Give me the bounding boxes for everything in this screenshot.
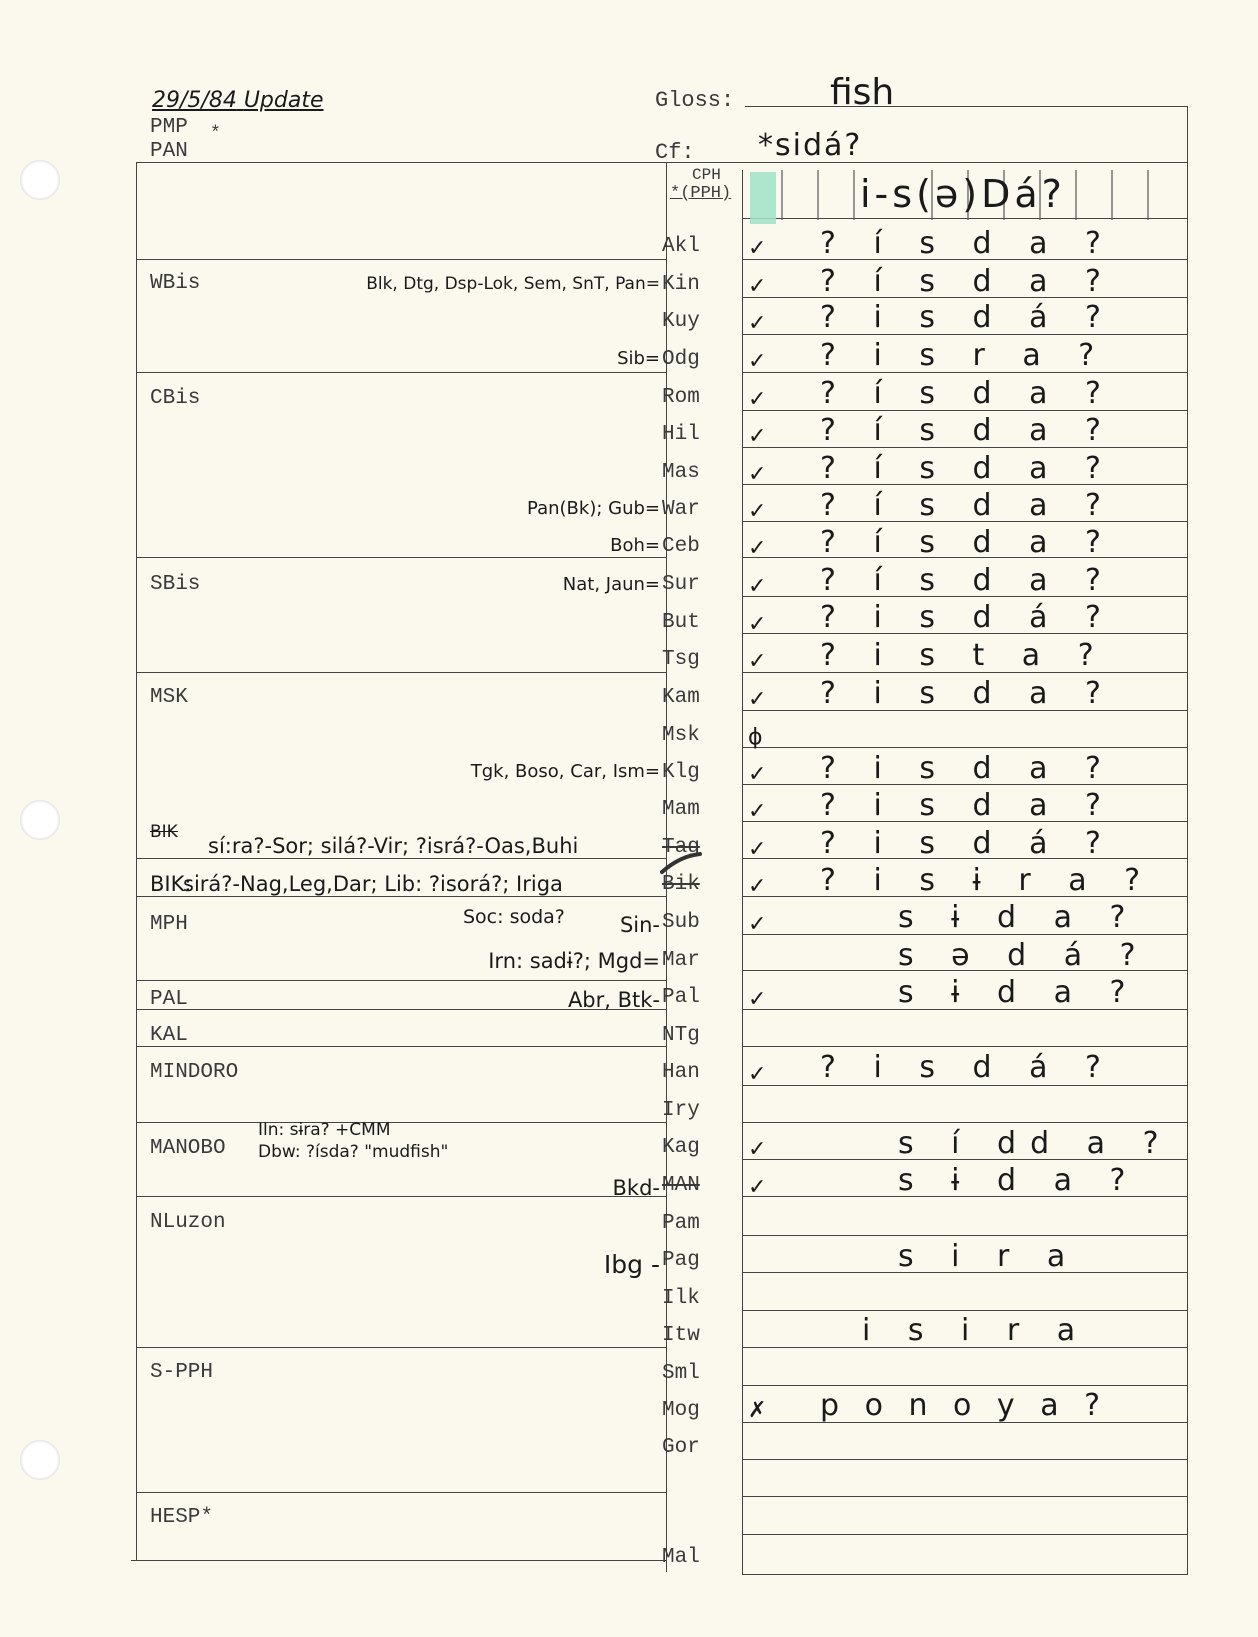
language-code: Kag xyxy=(662,1136,700,1159)
language-form: s i r a xyxy=(898,1239,1080,1274)
note-sur: Nat, Jaun= xyxy=(562,574,660,595)
language-code: Ilk xyxy=(662,1287,700,1310)
check-mark: ✓ xyxy=(748,424,767,449)
bottom-border xyxy=(131,1560,667,1561)
note-sub-sin: Sin- xyxy=(619,913,660,937)
note-manobo-1: Iln: sɨra? +CMM xyxy=(258,1120,391,1140)
cf-label: Cf: xyxy=(655,140,695,165)
language-form: ? í s d a ? xyxy=(820,376,1115,411)
gloss-underline xyxy=(745,106,1187,107)
language-form: ? i s d a ? xyxy=(820,751,1115,786)
check-mark: ϕ xyxy=(748,725,763,750)
binder-hole-top xyxy=(20,160,60,200)
highlight-mark xyxy=(750,172,776,224)
language-code: Ceb xyxy=(662,535,700,558)
check-mark: ✓ xyxy=(748,349,767,374)
note-sub-soc: Soc: soda? xyxy=(463,906,565,928)
group-label: HESP* xyxy=(150,1506,214,1529)
language-code: Mam xyxy=(662,798,700,821)
group-label: BIK xyxy=(150,822,178,842)
check-mark: ✓ xyxy=(748,912,767,937)
cph-sublabel: *(PPH) xyxy=(670,184,732,203)
top-border xyxy=(136,162,1188,163)
check-mark: ✓ xyxy=(748,236,767,261)
check-mark: ✓ xyxy=(748,1175,767,1200)
group-separator xyxy=(136,1046,666,1047)
language-form: s í dd a ? xyxy=(898,1126,1173,1161)
language-form: ? í s d a ? xyxy=(820,488,1115,523)
language-form: ? i s d a ? xyxy=(820,676,1115,711)
language-code: Pam xyxy=(662,1212,700,1235)
language-form: ? i s r a ? xyxy=(820,338,1109,373)
language-form: ? i s t a ? xyxy=(820,638,1108,673)
check-mark: ✗ xyxy=(748,1398,767,1423)
update-text: Update xyxy=(243,88,324,113)
group-label: MANOBO xyxy=(150,1137,226,1160)
language-form: p o n o y a ? xyxy=(820,1388,1109,1423)
language-code: War xyxy=(662,498,700,521)
language-form: ? í s d a ? xyxy=(820,563,1115,598)
check-mark: ✓ xyxy=(748,649,767,674)
check-mark: ✓ xyxy=(748,1137,767,1162)
language-form: ? i s d á ? xyxy=(820,600,1115,635)
language-form: ? i s d á ? xyxy=(820,826,1115,861)
language-form: ? i s d á ? xyxy=(820,300,1115,335)
bottom-border-right xyxy=(742,1574,1188,1575)
pmp-mark: * xyxy=(210,124,221,144)
language-form: i s i r a xyxy=(862,1313,1090,1348)
language-code: Sur xyxy=(662,573,700,596)
language-code: Kam xyxy=(662,686,700,709)
group-label: MINDORO xyxy=(150,1061,239,1084)
language-code: Kuy xyxy=(662,310,700,333)
note-bkd: Bkd- xyxy=(612,1176,660,1200)
language-form: s ɨ d a ? xyxy=(898,975,1140,1010)
cf-value: *sidá? xyxy=(758,128,863,163)
check-mark: ✓ xyxy=(748,1062,767,1087)
language-code: Akl xyxy=(662,235,700,258)
group-label: MPH xyxy=(150,913,188,936)
language-code: Tag xyxy=(662,836,700,859)
gloss-label: Gloss: xyxy=(655,88,735,113)
group-label: MSK xyxy=(150,686,188,709)
check-mark: ✓ xyxy=(748,536,767,561)
cph-reconstruction: i-s(ə)Dá? xyxy=(860,172,1066,216)
group-separator xyxy=(136,1196,666,1197)
group-label: NLuzon xyxy=(150,1211,226,1234)
note-bik-2: sirá?-Nag,Leg,Dar; Lib: ?isorá?; Iriga xyxy=(183,872,563,896)
language-code: Itw xyxy=(662,1324,700,1347)
language-code: Han xyxy=(662,1061,700,1084)
language-code: Tsg xyxy=(662,648,700,671)
binder-hole-middle xyxy=(20,800,60,840)
check-mark: ✓ xyxy=(748,499,767,524)
language-code: Mas xyxy=(662,461,700,484)
language-code: Rom xyxy=(662,386,700,409)
group-label: BIK: xyxy=(150,872,192,896)
check-mark: ✓ xyxy=(748,874,767,899)
language-code: MAN xyxy=(662,1174,700,1197)
language-form: ? í s d a ? xyxy=(820,451,1115,486)
group-separator xyxy=(136,858,666,859)
note-odg: Sib= xyxy=(617,348,660,369)
note-klg: Tgk, Boso, Car, Ism= xyxy=(470,761,660,782)
group-separator xyxy=(136,372,666,373)
check-mark: ✓ xyxy=(748,462,767,487)
check-mark: ✓ xyxy=(748,987,767,1012)
group-separator xyxy=(136,1347,666,1348)
note-mar: Irn: sadɨ?; Mgd= xyxy=(488,949,660,973)
note-wbis: Blk, Dtg, Dsp-Lok, Sem, SnT, Pan= xyxy=(366,274,660,294)
note-manobo-2: Dbw: ?ísda? "mudfish" xyxy=(258,1142,449,1162)
language-code: But xyxy=(662,611,700,634)
note-pal: Abr, Btk- xyxy=(567,988,660,1012)
check-mark: ✓ xyxy=(748,762,767,787)
language-code: Sub xyxy=(662,911,700,934)
language-code: Gor xyxy=(662,1436,700,1459)
language-code: NTg xyxy=(662,1024,700,1047)
language-code: Odg xyxy=(662,348,700,371)
check-mark: ✓ xyxy=(748,837,767,862)
group-separator xyxy=(136,259,666,260)
language-form: ? í s d a ? xyxy=(820,264,1115,299)
group-separator xyxy=(136,980,666,981)
pmp-label: PMP xyxy=(150,116,188,139)
cph-label: CPH xyxy=(692,166,721,184)
check-mark: ✓ xyxy=(748,274,767,299)
language-form: ? í s d a ? xyxy=(820,525,1115,560)
date-text: 29/5/84 xyxy=(152,88,237,113)
language-form: s ɨ d a ? xyxy=(898,900,1140,935)
group-label: KAL xyxy=(150,1024,188,1047)
group-label: S-PPH xyxy=(150,1361,214,1384)
note-pag: Ibg - xyxy=(603,1250,660,1279)
language-code: Mar xyxy=(662,949,700,972)
group-label: SBis xyxy=(150,573,201,596)
language-code: Msk xyxy=(662,724,700,747)
language-form: ? í s d a ? xyxy=(820,226,1115,261)
language-form: ? i s ɨ r a ? xyxy=(820,863,1155,898)
language-code: Bik xyxy=(662,873,700,896)
check-mark: ✓ xyxy=(748,311,767,336)
language-form: ? i s d a ? xyxy=(820,788,1115,823)
check-mark: ✓ xyxy=(748,387,767,412)
language-form: ? i s d á ? xyxy=(820,1050,1115,1085)
language-code: Mog xyxy=(662,1399,700,1422)
language-code: Hil xyxy=(662,423,700,446)
check-mark: ✓ xyxy=(748,799,767,824)
check-mark: ✓ xyxy=(748,612,767,637)
language-form: ? í s d a ? xyxy=(820,413,1115,448)
group-label: PAL xyxy=(150,988,188,1011)
check-mark: ✓ xyxy=(748,687,767,712)
date xyxy=(152,88,324,113)
group-separator xyxy=(136,896,666,897)
note-ceb: Boh= xyxy=(610,535,660,556)
language-code: Klg xyxy=(662,761,700,784)
language-code: Pag xyxy=(662,1249,700,1272)
group-separator xyxy=(136,557,666,558)
language-code: Kin xyxy=(662,273,700,296)
language-code: Iry xyxy=(662,1099,700,1122)
pan-label: PAN xyxy=(150,140,188,163)
pointer-stroke xyxy=(660,848,720,878)
group-separator xyxy=(136,1122,666,1123)
binder-hole-bottom xyxy=(20,1440,60,1480)
group-label: WBis xyxy=(150,272,201,295)
language-code: Mal xyxy=(662,1546,700,1569)
check-mark: ✓ xyxy=(748,574,767,599)
language-code: Sml xyxy=(662,1362,700,1385)
group-separator xyxy=(136,672,666,673)
language-form: s ɨ d a ? xyxy=(898,1163,1140,1198)
group-label: CBis xyxy=(150,387,201,410)
gloss-value: fish xyxy=(830,72,895,113)
note-bik-1: sí:ra?-Sor; silá?-Vir; ?isrá?-Oas,Buhi xyxy=(208,834,579,858)
group-separator xyxy=(136,1492,666,1493)
language-form: s ə d á ? xyxy=(898,938,1150,973)
language-code: Pal xyxy=(662,986,700,1009)
note-war: Pan(Bk); Gub= xyxy=(527,498,660,519)
